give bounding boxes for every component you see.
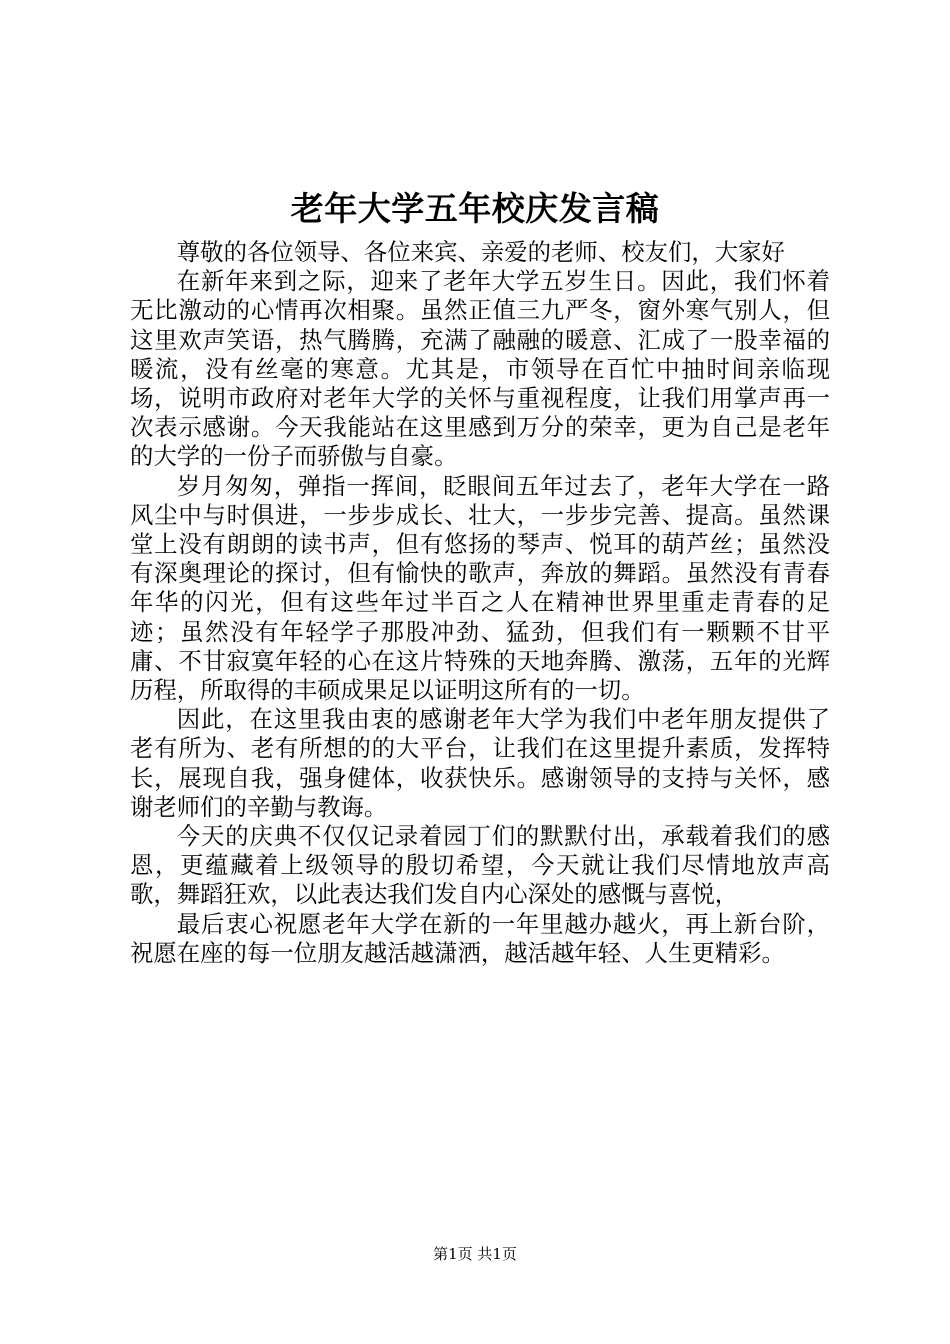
document-title: 老年大学五年校庆发言稿 <box>290 189 660 228</box>
paragraph-greeting: 尊敬的各位领导、各位来宾、亲爱的老师、校友们，大家好 <box>176 238 785 266</box>
paragraph-five-years: 岁月匆匆，弹指一挥间，眨眼间五年过去了，老年大学在一路风尘中与时俱进，一步步成长、壮大，一步步完善、提高。虽然课堂上没有朗朗的读书声，但有悠扬的琴声、悦耳的葫芦丝；虽然没有深奥理论的探讨，但有愉快的歌声，奔放的舞蹈。虽然没有青春年华的闪光，但有这些年过半百之人在精神世界里重走青春的足迹；虽然没有年轻学子那股冲劲、猛劲，但我们有一颗颗不甘平庸、不甘寂寞年轻的心在这片特殊的天地奔腾、激荡，五年的光辉历程，所取得的丰硕成果足以证明这所有的一切。 <box>130 471 830 705</box>
paragraph-thanks: 因此，在这里我由衷的感谢老年大学为我们中老年朋友提供了老有所为、老有所想的的大平台，让我们在这里提升素质，发挥特长，展现自我，强身健体，收获快乐。感谢领导的支持与关怀，感谢老师们的辛勤与教诲。 <box>130 705 830 821</box>
paragraph-celebration: 今天的庆典不仅仅记录着园丁们的默默付出，承载着我们的感恩，更蕴藏着上级领导的殷切希望，今天就让我们尽情地放声高歌，舞蹈狂欢，以此表达我们发自内心深处的感慨与喜悦， <box>130 822 830 909</box>
document-body <box>130 238 830 968</box>
page-number-footer: 第1页 共1页 <box>433 1245 517 1263</box>
paragraph-new-year: 在新年来到之际，迎来了老年大学五岁生日。因此，我们怀着无比激动的心情再次相聚。虽然正值三九严冬，窗外寒气别人，但这里欢声笑语，热气腾腾，充满了融融的暖意、汇成了一股幸福的暖流，没有丝毫的寒意。尤其是，市领导在百忙中抽时间亲临现场，说明市政府对老年大学的关怀与重视程度，让我们用掌声再一次表示感谢。今天我能站在这里感到万分的荣幸，更为自己是老年的大学的一份子而骄傲与自豪。 <box>130 267 830 471</box>
paragraph-wishes: 最后衷心祝愿老年大学在新的一年里越办越火，再上新台阶，祝愿在座的每一位朋友越活越潇洒，越活越年轻、人生更精彩。 <box>130 909 830 967</box>
